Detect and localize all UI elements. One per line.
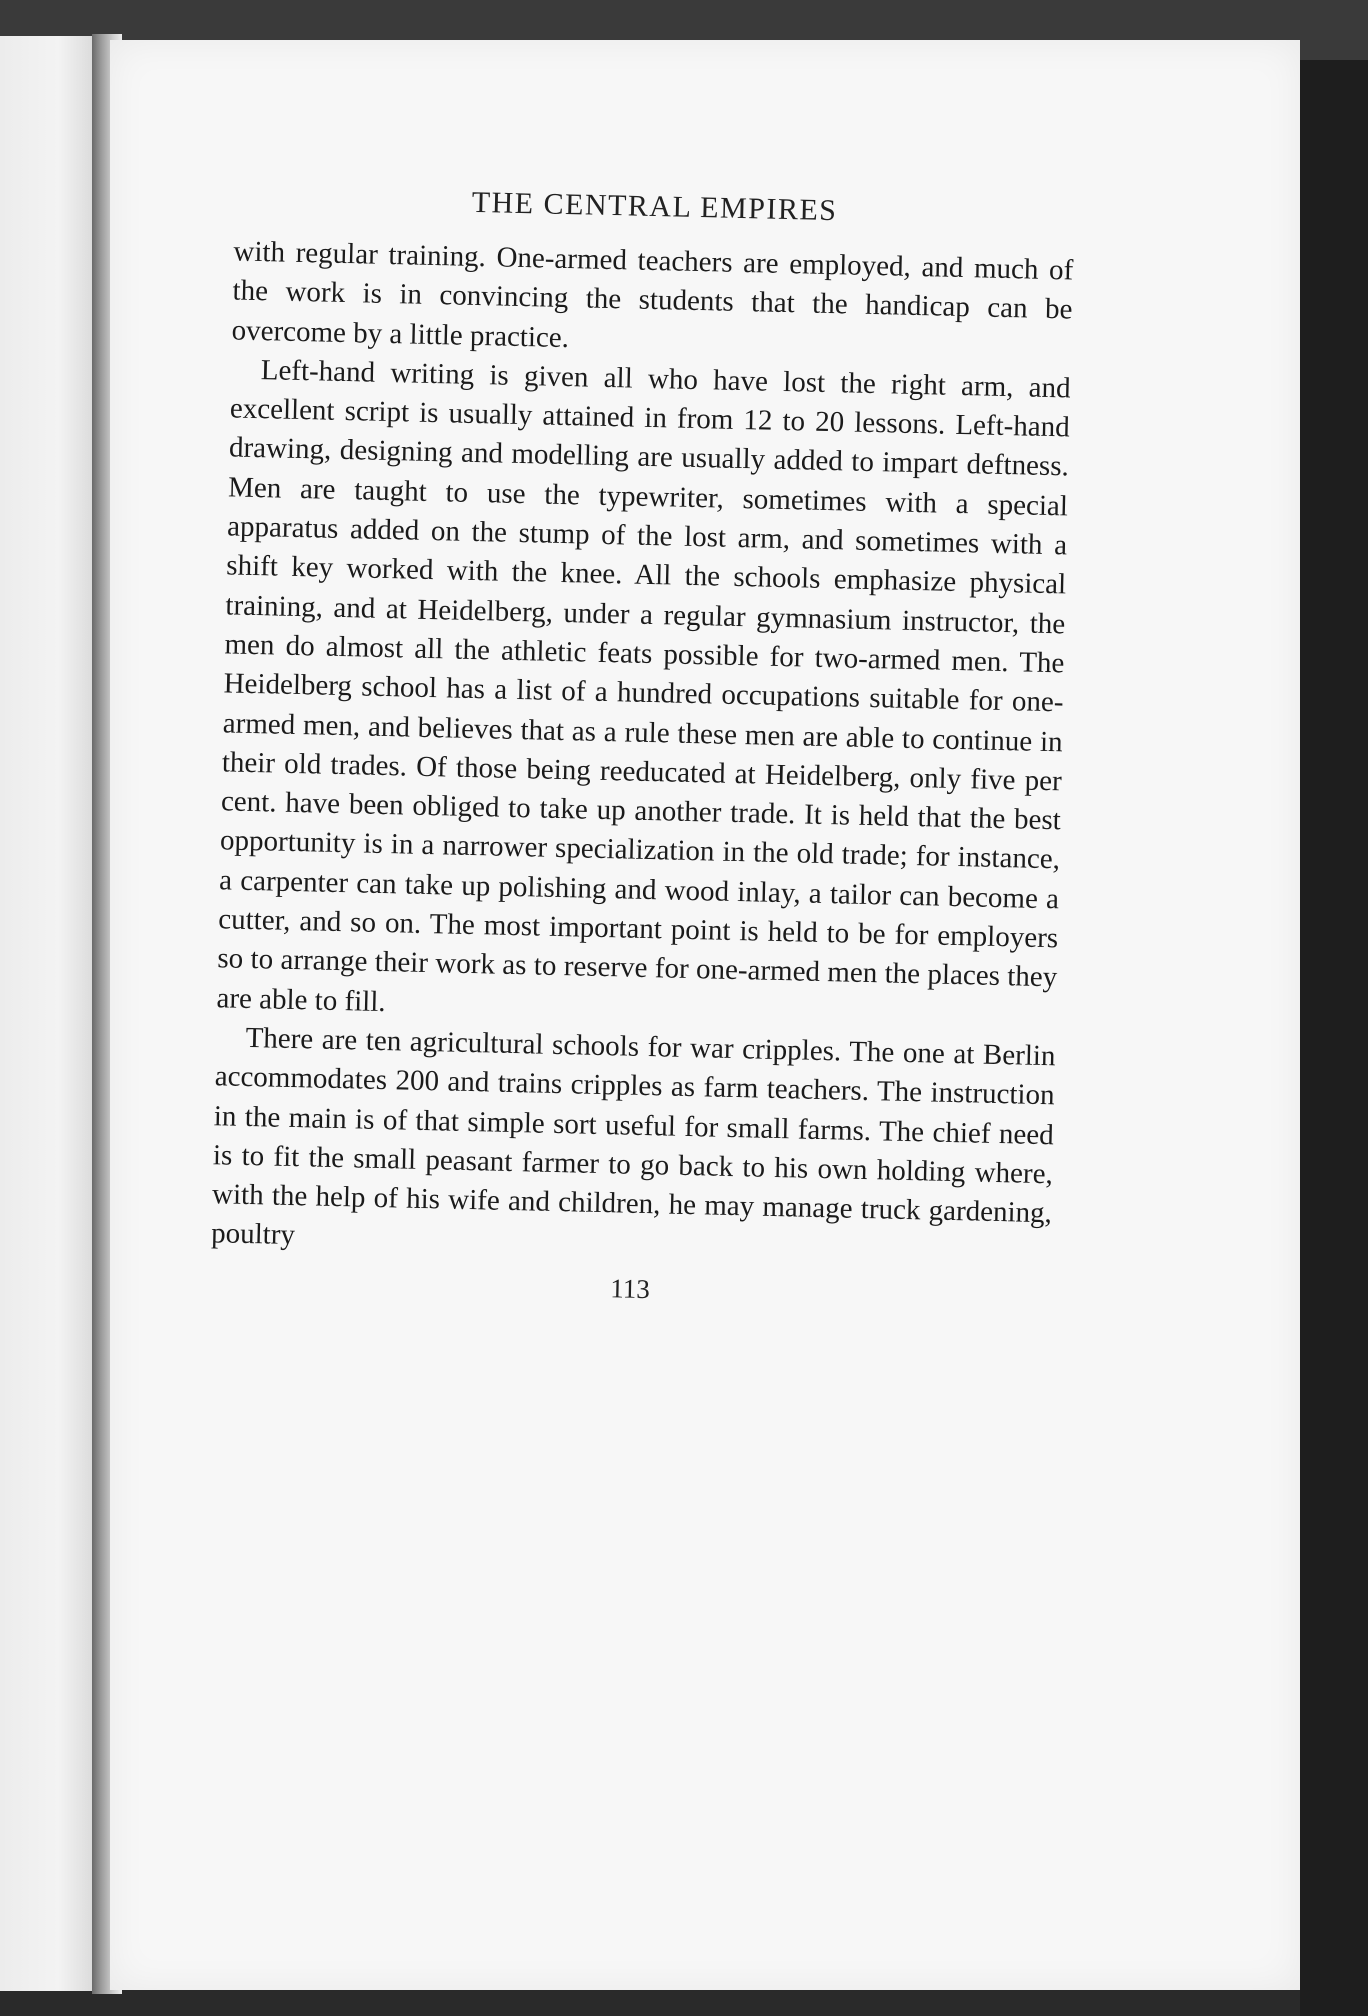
page-border-shadow [1300, 60, 1368, 2016]
page-number: 113 [609, 1272, 651, 1304]
page-content [210, 180, 1075, 1313]
paragraph-continued: with regular training. One-armed teachers are employed, and much of the work is in convincing the students that the handicap can be overcome by a little practice. [231, 235, 1074, 354]
facing-page-edge [0, 36, 98, 1991]
paragraph-agricultural-schools: There are ten agricultural schools for war cripples. The one at Berlin accommodates 200 and trains cripples as farm teachers. The instruction in the main is of that simple sort useful for small farms. The chief need is to fit the small peasant farmer to go back to his own holding where, with the help of his wife and children, he may manage truck gardening, poultry [210, 1021, 1056, 1252]
paragraph-left-hand-writing: Left-hand writing is given all who have lost the right arm, and excellent script is usually attained in from 12 to 20 lessons. Left-hand drawing, designing and modelling are usually added to impart deftness. Men are taught to use the typewriter, sometimes with a special apparatus added on the stump of the lost arm, and sometimes with a shift key worked with the knee. All the schools emphasize physical training, and at Heidelberg, under a regular gymnasium instructor, the men do almost all the athletic feats possible for two-armed men. The Heidelberg school has a list of a hundred occupations suitable for one-armed men, and believes that as a rule these men are able to continue in their old trades. Of those being reeducated at Heidelberg, only five per cent. have been obliged to take up another trade. It is held that the best opportunity is in a narrower specialization in the old trade; for instance, a carpenter can take up polishing and wood inlay, a tailor can become a cutter, and so on. The most important point is held to be for employers so to arrange their work as to reserve for one-armed men the places they are able to fill. [216, 353, 1071, 1018]
running-head: THE CENTRAL EMPIRES [471, 185, 838, 228]
